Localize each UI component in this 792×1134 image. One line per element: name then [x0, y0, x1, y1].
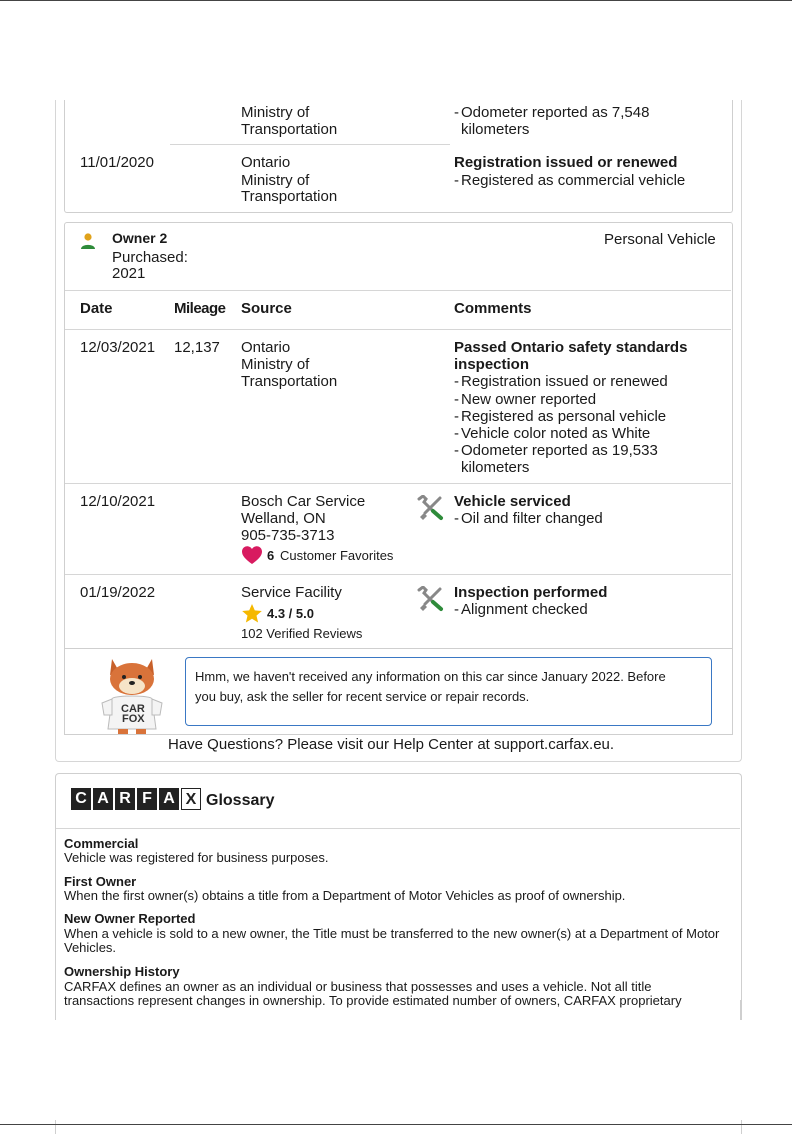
rating: 4.3 / 5.0	[267, 606, 314, 621]
row3-date: 01/19/2022	[80, 584, 156, 601]
row-divider	[170, 144, 450, 145]
page-bottom-rule	[0, 1124, 792, 1125]
row2-comment: Oil and filter changed	[461, 510, 603, 527]
row2-source-line2: Welland, ON	[241, 510, 326, 527]
owner-2-title: Owner 2	[112, 230, 168, 246]
row2-source-line3: 905-735-3713	[241, 527, 335, 544]
row1-comment: Registered as personal vehicle	[461, 408, 667, 425]
glossary-definition: Vehicle was registered for business purposes.	[64, 850, 329, 865]
glossary-term: New Owner Reported	[64, 911, 196, 926]
record-comment: Registered as commercial vehicle	[461, 172, 686, 189]
glossary-term: First Owner	[64, 874, 137, 889]
tools-icon	[416, 495, 444, 521]
prev-comment-line2: kilometers	[461, 121, 530, 138]
glossary-title: Glossary	[206, 792, 275, 809]
favorites-label: Customer Favorites	[280, 548, 394, 563]
fox-message-line1: Hmm, we haven't received any information on this car since January 2022. Before	[195, 669, 666, 684]
row1-title-line1: Passed Ontario safety standards	[454, 339, 688, 356]
row2-source-line1: Bosch Car Service	[241, 493, 366, 510]
reviews-count: 102 Verified Reviews	[241, 626, 363, 641]
prev-comment-bullet: -	[454, 104, 459, 121]
row1-comment: Registration issued or renewed	[461, 373, 668, 390]
page-top-rule	[0, 0, 792, 1]
row1-comment: kilometers	[461, 459, 530, 476]
row1-mileage: 12,137	[174, 339, 220, 356]
glossary-term: Ownership History	[64, 964, 180, 979]
heart-icon	[241, 545, 263, 565]
page-break-mask	[0, 1020, 792, 1120]
prev-comment-line1: Odometer reported as 7,548	[461, 104, 650, 121]
record-source-line3: Transportation	[241, 188, 338, 205]
row1-source-line3: Transportation	[241, 373, 338, 390]
row1-comment: New owner reported	[461, 391, 597, 408]
owner-person-icon	[79, 232, 97, 250]
row1-date: 12/03/2021	[80, 339, 156, 356]
row1-title-line2: inspection	[454, 356, 530, 373]
row1-source-line1: Ontario	[241, 339, 291, 356]
star-icon	[241, 603, 263, 624]
fox-shirt-line2: FOX	[122, 713, 145, 725]
favorites-count: 6	[267, 548, 275, 563]
header-mileage: Mileage	[174, 300, 226, 317]
carfax-logo: C A R F A X	[71, 788, 201, 810]
prev-source-line1: Ministry of	[241, 104, 310, 121]
header-date: Date	[80, 300, 113, 317]
glossary-definition: When the first owner(s) obtains a title from a Department of Motor Vehicles as proof of ownership.	[64, 888, 626, 903]
glossary-definition: When a vehicle is sold to a new owner, the Title must be transferred to the new owner(s) at a Department of Motor Vehicles.	[64, 926, 720, 955]
record-source-line1: Ontario	[241, 154, 291, 171]
row1-comment: Odometer reported as 19,533	[461, 442, 658, 459]
prev-source-line2: Transportation	[241, 121, 338, 138]
fox-message-line2: you buy, ask the seller for recent service or repair records.	[195, 689, 530, 704]
record-date: 11/01/2020	[80, 154, 154, 171]
record-source-line2: Ministry of	[241, 172, 310, 189]
glossary-definition: CARFAX defines an owner as an individual or business that possesses and uses a vehicle. Not all title transactions represent changes in ownership. To provide estimated number of owners, CARFAX proprietary	[64, 979, 682, 1008]
help-center-text[interactable]: Have Questions? Please visit our Help Center at support.carfax.eu.	[168, 736, 615, 753]
row1-comment: Vehicle color noted as White	[461, 425, 651, 442]
tools-icon	[416, 586, 444, 612]
owner-2-vehicle-type: Personal Vehicle	[604, 231, 716, 248]
header-comments: Comments	[454, 300, 532, 317]
owner-2-purchased-label: Purchased:	[112, 249, 188, 266]
row1-source-line2: Ministry of	[241, 356, 310, 373]
owner-2-purchased-year: 2021	[112, 265, 146, 282]
row3-comment: Alignment checked	[461, 601, 588, 618]
glossary-term: Commercial	[64, 836, 139, 851]
row3-title: Inspection performed	[454, 584, 608, 601]
row2-title: Vehicle serviced	[454, 493, 571, 510]
record-title: Registration issued or renewed	[454, 154, 678, 171]
header-source: Source	[241, 300, 292, 317]
fox-shirt-line1: CAR	[121, 703, 145, 715]
row3-source: Service Facility	[241, 584, 342, 601]
row2-date: 12/10/2021	[80, 493, 156, 510]
